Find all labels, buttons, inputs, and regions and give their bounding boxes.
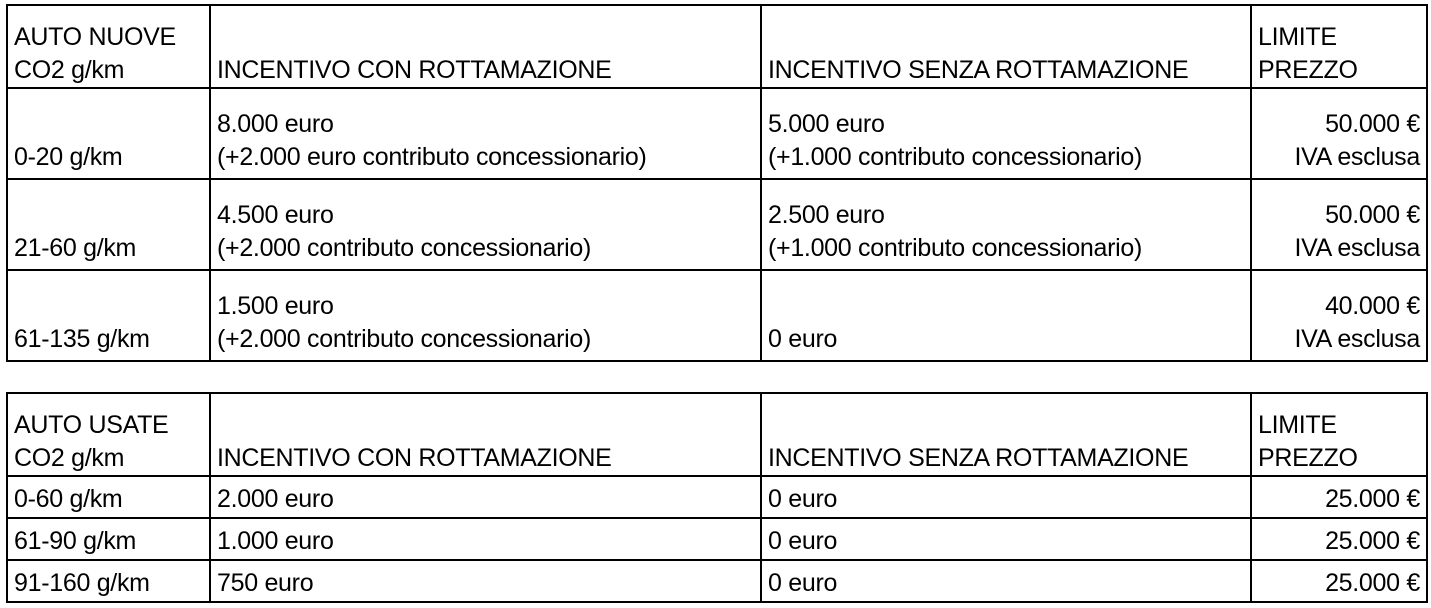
header-co2-range bbox=[7, 5, 210, 88]
price-limit-cell: 25.000 € bbox=[1251, 476, 1427, 518]
header-with-scrappage: INCENTIVO CON ROTTAMAZIONE bbox=[210, 393, 761, 476]
price-limit-cell bbox=[1251, 270, 1427, 361]
header-price-line2: PREZZO bbox=[1258, 56, 1358, 84]
with-scrappage-cell bbox=[210, 179, 761, 270]
header-co2-line2: CO2 g/km bbox=[14, 56, 125, 84]
header-with-scrappage: INCENTIVO CON ROTTAMAZIONE bbox=[210, 5, 761, 88]
co2-range-cell: 91-160 g/km bbox=[7, 560, 210, 602]
header-price-line1: LIMITE bbox=[1258, 23, 1337, 51]
with-scrappage-cell bbox=[210, 270, 761, 361]
incentive-amount: 2.500 euro bbox=[768, 201, 885, 229]
co2-range-cell: 21-60 g/km bbox=[7, 179, 210, 270]
header-co2-line1: AUTO NUOVE bbox=[14, 23, 176, 51]
price-amount: 40.000 € bbox=[1325, 292, 1420, 320]
table-row bbox=[7, 518, 1427, 560]
price-limit-cell bbox=[1251, 179, 1427, 270]
dealer-contribution: (+2.000 contributo concessionario) bbox=[217, 325, 592, 353]
price-amount: 50.000 € bbox=[1325, 110, 1420, 138]
without-scrappage-cell bbox=[761, 88, 1251, 179]
header-without-scrappage: INCENTIVO SENZA ROTTAMAZIONE bbox=[761, 393, 1251, 476]
used-cars-table bbox=[6, 392, 1428, 603]
table-row bbox=[7, 476, 1427, 518]
without-scrappage-cell bbox=[761, 179, 1251, 270]
table-header-row bbox=[7, 5, 1427, 88]
header-price-limit bbox=[1251, 5, 1427, 88]
vat-note: IVA esclusa bbox=[1294, 143, 1420, 171]
dealer-contribution: (+1.000 contributo concessionario) bbox=[768, 234, 1143, 262]
without-scrappage-cell: 0 euro bbox=[761, 476, 1251, 518]
without-scrappage-cell: 0 euro bbox=[761, 518, 1251, 560]
incentive-amount: 1.500 euro bbox=[217, 292, 334, 320]
with-scrappage-cell: 1.000 euro bbox=[210, 518, 761, 560]
table-row bbox=[7, 88, 1427, 179]
price-limit-cell bbox=[1251, 88, 1427, 179]
with-scrappage-cell: 2.000 euro bbox=[210, 476, 761, 518]
dealer-contribution: (+2.000 contributo concessionario) bbox=[217, 234, 592, 262]
header-price-line1: LIMITE bbox=[1258, 411, 1337, 439]
co2-range-cell: 61-90 g/km bbox=[7, 518, 210, 560]
dealer-contribution: (+1.000 contributo concessionario) bbox=[768, 143, 1143, 171]
without-scrappage-cell: 0 euro bbox=[761, 560, 1251, 602]
table-row bbox=[7, 560, 1427, 602]
header-co2-range bbox=[7, 393, 210, 476]
header-without-scrappage: INCENTIVO SENZA ROTTAMAZIONE bbox=[761, 5, 1251, 88]
table-row bbox=[7, 179, 1427, 270]
price-limit-cell: 25.000 € bbox=[1251, 518, 1427, 560]
with-scrappage-cell bbox=[210, 88, 761, 179]
header-price-limit bbox=[1251, 393, 1427, 476]
incentive-amount: 4.500 euro bbox=[217, 201, 334, 229]
new-cars-table bbox=[6, 4, 1428, 362]
vat-note: IVA esclusa bbox=[1294, 325, 1420, 353]
header-co2-line1: AUTO USATE bbox=[14, 411, 169, 439]
without-scrappage-cell: 0 euro bbox=[761, 270, 1251, 361]
table-header-row bbox=[7, 393, 1427, 476]
dealer-contribution: (+2.000 euro contributo concessionario) bbox=[217, 143, 647, 171]
header-co2-line2: CO2 g/km bbox=[14, 444, 125, 472]
co2-range-cell: 0-60 g/km bbox=[7, 476, 210, 518]
with-scrappage-cell: 750 euro bbox=[210, 560, 761, 602]
price-limit-cell: 25.000 € bbox=[1251, 560, 1427, 602]
incentive-amount: 5.000 euro bbox=[768, 110, 885, 138]
price-amount: 50.000 € bbox=[1325, 201, 1420, 229]
vat-note: IVA esclusa bbox=[1294, 234, 1420, 262]
table-row bbox=[7, 270, 1427, 361]
co2-range-cell: 0-20 g/km bbox=[7, 88, 210, 179]
incentive-amount: 8.000 euro bbox=[217, 110, 334, 138]
co2-range-cell: 61-135 g/km bbox=[7, 270, 210, 361]
header-price-line2: PREZZO bbox=[1258, 444, 1358, 472]
